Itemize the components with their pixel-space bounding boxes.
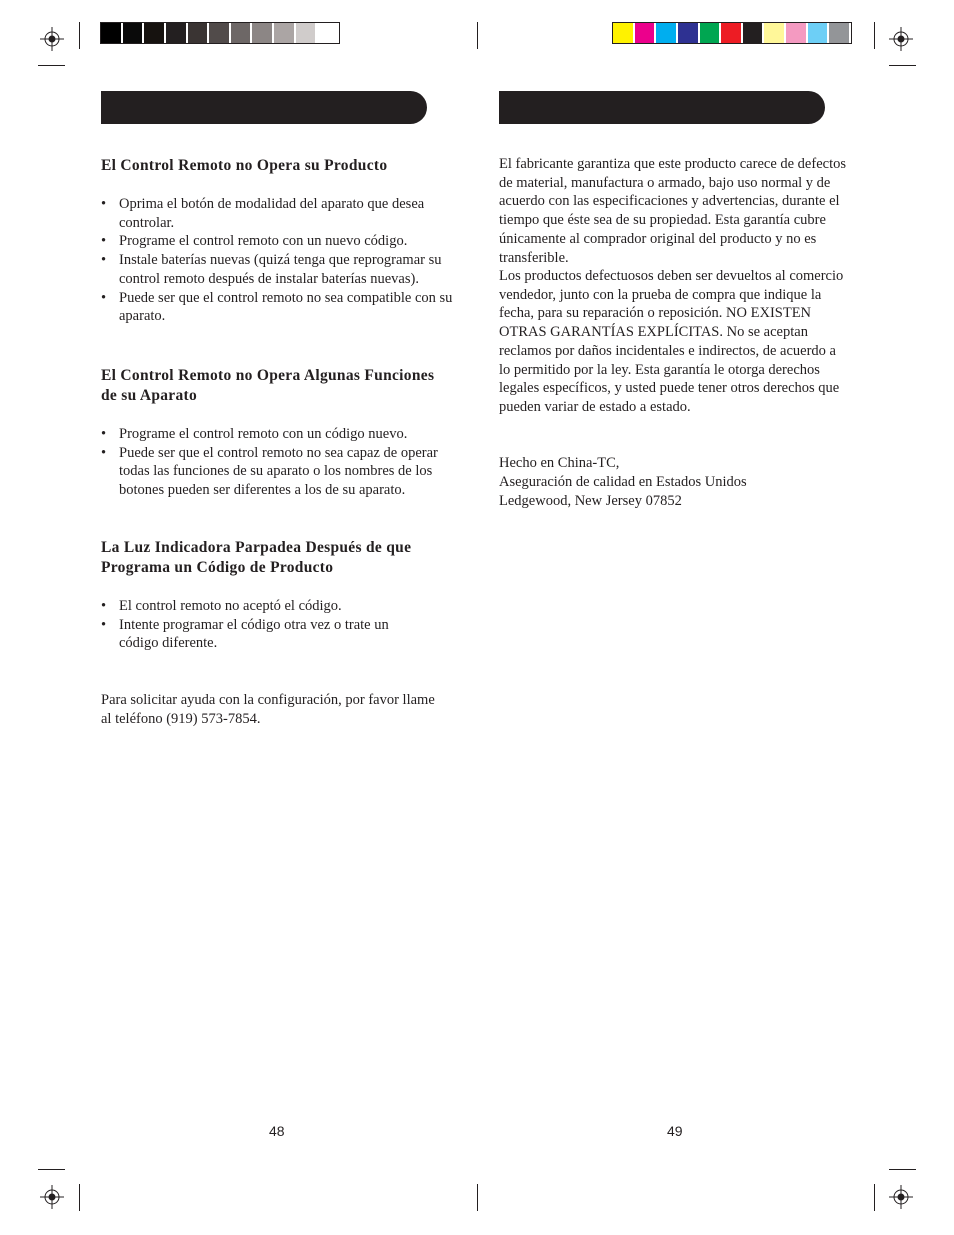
color-swatch [101,23,121,43]
color-swatch [144,23,164,43]
section-banner-left [101,91,427,124]
color-swatch [700,23,720,43]
section-heading: El Control Remoto no Opera su Producto [101,157,388,174]
address-text: Ledgewood, New Jersey 07852 [499,493,682,509]
color-swatch [656,23,676,43]
registration-mark-icon [889,27,913,51]
color-swatch [231,23,251,43]
returns-text: Los productos defectuosos deben ser devueltos al comercio vendedor, junto con la prueba de compra que indique la fecha, para su reparación o reposición. NO EXISTEN OTRAS GARANTÍAS EXPLÍCITAS. No se aceptan reclamos por daños incidentales e indirectos, de acuerdo a lo permitido por la ley. Esta garantía le otorga derechos legales específicos, y usted puede tener otros derechos que pueden variar de estado a estado. [499,268,844,415]
color-swatch [252,23,272,43]
color-swatch [274,23,294,43]
bullet-list [101,195,456,326]
page-number: 48 [269,1123,285,1139]
registration-mark-icon [889,1185,913,1209]
crop-mark [874,22,875,49]
color-swatch [721,23,741,43]
color-swatch [209,23,229,43]
bullet-list [101,597,421,653]
color-swatch [743,23,763,43]
crop-mark [889,65,916,66]
color-swatch [808,23,828,43]
crop-mark [477,22,478,49]
color-swatch [166,23,186,43]
color-swatch [317,23,337,43]
color-swatch [764,23,784,43]
color-swatch [613,23,633,43]
warranty-text: El fabricante garantiza que este producto carece de defectos de material, manufactura o armado, bajo uso normal y de acuerdo con las especificaciones y advertencias, durante el tiempo que éste sea de su propiedad. Esta garantía cubre únicamente al comprador original del producto y no es transferible. [499,156,846,266]
registration-mark-icon [40,1185,64,1209]
bullet-list [101,425,449,500]
list-item: • Instale baterías nuevas (quizá tenga que reprogramar su control remoto después de instalar baterías nuevas). [101,251,456,288]
crop-mark [79,1184,80,1211]
registration-mark-icon [40,27,64,51]
section-banner-right [499,91,825,124]
list-item: • Oprima el botón de modalidad del aparato que desea controlar. [101,195,456,232]
list-item: • Programe el control remoto con un nuevo código. [101,232,456,251]
crop-mark [874,1184,875,1211]
quality-text: Aseguración de calidad en Estados Unidos [499,474,747,490]
crop-mark [38,65,65,66]
color-swatch [123,23,143,43]
page-number: 49 [667,1123,683,1139]
crop-mark [79,22,80,49]
crop-mark [38,1169,65,1170]
list-item: • Programe el control remoto con un código nuevo. [101,425,449,444]
list-item: • Puede ser que el control remoto no sea compatible con su aparato. [101,289,456,326]
list-item: • Intente programar el código otra vez o trate un código diferente. [101,616,421,653]
color-swatch [829,23,849,43]
color-swatch [296,23,316,43]
help-text: Para solicitar ayuda con la configuración, por favor llame al teléfono (919) 573-7854. [101,692,435,727]
color-swatch [786,23,806,43]
list-item: • El control remoto no aceptó el código. [101,597,421,616]
color-swatch [678,23,698,43]
list-item: • Puede ser que el control remoto no sea capaz de operar todas las funciones de su aparato o los nombres de los botones pueden ser diferentes a los de su aparato. [101,444,449,500]
color-swatch [188,23,208,43]
made-in-text: Hecho en China-TC, [499,455,620,471]
crop-mark [477,1184,478,1211]
crop-mark [889,1169,916,1170]
section-heading: La Luz Indicadora Parpadea Después de que Programa un Código de Producto [101,539,412,576]
section-heading: El Control Remoto no Opera Algunas Funciones de su Aparato [101,367,435,404]
color-swatch [635,23,655,43]
